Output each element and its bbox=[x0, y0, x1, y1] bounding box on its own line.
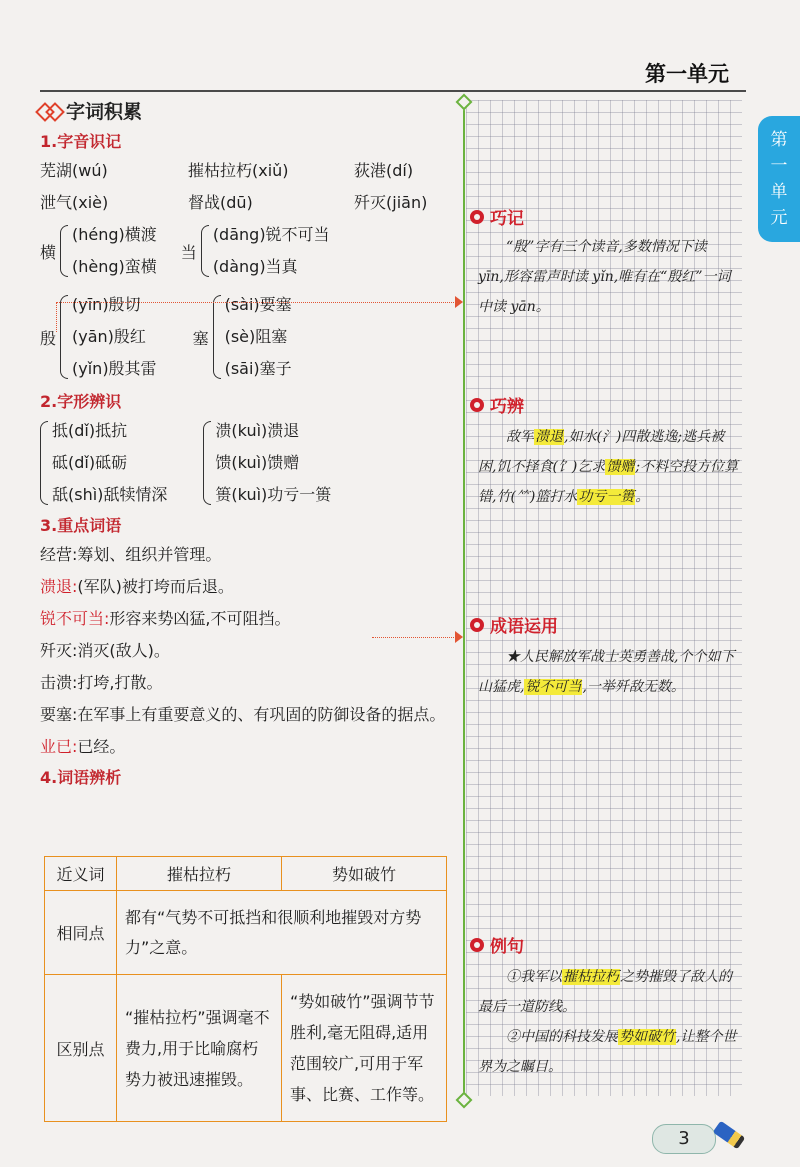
key-term: 业已: bbox=[40, 737, 78, 756]
pinyin-item: 摧枯拉朽(xiǔ) bbox=[188, 161, 289, 180]
note-heading-example bbox=[470, 932, 524, 957]
table-cell: “摧枯拉朽”强调毫不费力,用于比喻腐朽势力被迅速摧毁。 bbox=[117, 975, 282, 1122]
left-column bbox=[40, 95, 460, 791]
bulb-icon bbox=[470, 210, 484, 224]
polyphone-reading: (sāi)塞子 bbox=[224, 359, 292, 378]
example-sentence bbox=[478, 1022, 740, 1082]
polyphone-reading: (yǐn)殷其雷 bbox=[72, 359, 157, 378]
key-term-definition: 消灭(敌人)。 bbox=[77, 641, 170, 660]
note-title: 例句 bbox=[490, 937, 524, 957]
key-term-definition: 打垮,打散。 bbox=[77, 673, 163, 692]
note-text bbox=[478, 422, 740, 512]
bulb-icon bbox=[470, 618, 484, 632]
glyph-group-di bbox=[40, 415, 167, 511]
note-heading-mnemonic bbox=[470, 204, 524, 229]
note-text-part: ,如水(氵)四散逃逸;逃兵被困,饥不择食(饣)乞求 bbox=[478, 429, 725, 475]
subsection-title: 4.词语辨析 bbox=[40, 768, 122, 787]
brace bbox=[203, 421, 211, 505]
table-header-row bbox=[45, 857, 447, 891]
polyphone-sai bbox=[193, 289, 292, 385]
table-row bbox=[45, 891, 447, 975]
key-term: 锐不可当: bbox=[40, 609, 110, 628]
column-divider bbox=[463, 100, 465, 1100]
polyphone-char: 当 bbox=[180, 242, 197, 262]
glyph-item: 砥(dǐ)砥砺 bbox=[52, 453, 128, 472]
polyphone-yin bbox=[40, 289, 157, 385]
key-term: 击溃: bbox=[40, 673, 78, 692]
brace bbox=[60, 295, 68, 379]
glyph-group-kui bbox=[203, 415, 331, 511]
table-row bbox=[45, 975, 447, 1122]
brace bbox=[40, 421, 48, 505]
polyphone-reading: (héng)横渡 bbox=[72, 225, 157, 244]
key-terms-list bbox=[40, 539, 460, 763]
pinyin-row bbox=[40, 187, 460, 219]
glyph-item: 舐(shì)舐犊情深 bbox=[52, 485, 168, 504]
note-text-part: ,让整个世界为之瞩目。 bbox=[478, 1029, 737, 1075]
brace bbox=[60, 225, 68, 277]
table-header-cell: 近义词 bbox=[45, 857, 117, 891]
glyph-item: 馈(kuì)馈赠 bbox=[215, 453, 300, 472]
unit-title: 第一单元 bbox=[645, 61, 729, 86]
subsection-title: 1.字音识记 bbox=[40, 132, 122, 151]
header-rule bbox=[40, 90, 746, 92]
double-diamond-icon bbox=[40, 101, 58, 119]
polyphone-char: 殷 bbox=[40, 328, 57, 348]
highlight: 馈赠 bbox=[606, 459, 635, 475]
table-cell: 相同点 bbox=[45, 891, 117, 975]
note-title: 巧记 bbox=[490, 209, 524, 229]
example-sentence bbox=[478, 962, 740, 1022]
highlight: 势如破竹 bbox=[619, 1029, 675, 1045]
key-term-row bbox=[40, 635, 460, 667]
table-cell: “势如破竹”强调节节胜利,毫无阻碍,适用范围较广,可用于军事、比赛、工作等。 bbox=[282, 975, 447, 1122]
note-title: 成语运用 bbox=[490, 617, 558, 637]
key-term-row bbox=[40, 699, 460, 731]
highlight: 功亏一篑 bbox=[578, 489, 635, 505]
connector-line bbox=[56, 302, 57, 332]
polyphone-heng bbox=[40, 219, 157, 283]
connector-arrow bbox=[455, 296, 463, 308]
key-term-row bbox=[40, 667, 460, 699]
table-cell: 区别点 bbox=[45, 975, 117, 1122]
pinyin-item: 泄气(xiè) bbox=[40, 193, 109, 212]
highlight: 摧枯拉朽 bbox=[563, 969, 619, 985]
unit-side-tab[interactable] bbox=[758, 116, 800, 242]
polyphone-reading: (yīn)殷切 bbox=[72, 295, 141, 314]
glyph-item: 溃(kuì)溃退 bbox=[215, 421, 300, 440]
key-term: 溃退: bbox=[40, 577, 78, 596]
polyphone-group-2 bbox=[40, 289, 460, 385]
synonym-comparison-table bbox=[44, 856, 447, 1122]
key-term-row bbox=[40, 603, 460, 635]
bulb-icon bbox=[470, 398, 484, 412]
key-term: 经营: bbox=[40, 545, 78, 564]
highlight: 锐不可当 bbox=[525, 679, 582, 695]
note-heading-idiom-usage bbox=[470, 612, 558, 637]
note-text bbox=[478, 642, 740, 702]
polyphone-char: 塞 bbox=[192, 328, 209, 348]
pinyin-item: 荻港(dí) bbox=[354, 161, 414, 180]
key-term-row bbox=[40, 571, 460, 603]
polyphone-reading: (sài)要塞 bbox=[224, 295, 292, 314]
bulb-icon bbox=[470, 938, 484, 952]
key-term-definition: 形容来势凶猛,不可阻挡。 bbox=[109, 609, 291, 628]
polyphone-reading: (dāng)锐不可当 bbox=[212, 225, 330, 244]
note-text-part: ;不料空投方位算错,竹(⺮)篮打水 bbox=[478, 459, 739, 505]
side-tab-char: 单 bbox=[770, 182, 788, 202]
key-term-definition: 在军事上有重要意义的、有巩固的防御设备的据点。 bbox=[77, 705, 446, 724]
pinyin-item: 歼灭(jiān) bbox=[354, 193, 428, 212]
section-title: 字词积累 bbox=[66, 100, 143, 123]
highlight: 溃退 bbox=[535, 429, 563, 445]
key-term-definition: 筹划、组织并管理。 bbox=[77, 545, 222, 564]
side-tab-char: 第 bbox=[770, 130, 788, 150]
polyphone-reading: (hèng)蛮横 bbox=[72, 257, 157, 276]
key-term: 歼灭: bbox=[40, 641, 78, 660]
table-header-cell: 摧枯拉朽 bbox=[117, 857, 282, 891]
brace bbox=[213, 295, 221, 379]
polyphone-reading: (sè)阻塞 bbox=[224, 327, 288, 346]
polyphone-reading: (yān)殷红 bbox=[72, 327, 146, 346]
polyphone-char: 横 bbox=[40, 242, 57, 262]
glyph-item: 抵(dǐ)抵抗 bbox=[52, 421, 128, 440]
note-text-part: ,一举歼敌无数。 bbox=[582, 679, 685, 695]
glyph-item: 篑(kuì)功亏一篑 bbox=[215, 485, 332, 504]
key-term-definition: 已经。 bbox=[77, 737, 126, 756]
pinyin-item: 督战(dū) bbox=[188, 193, 253, 212]
connector-line bbox=[372, 637, 456, 638]
subsection-title: 3.重点词语 bbox=[40, 516, 122, 535]
pinyin-row bbox=[40, 155, 460, 187]
key-term-definition: (军队)被打垮而后退。 bbox=[77, 577, 234, 596]
connector-arrow bbox=[455, 631, 463, 643]
key-term: 要塞: bbox=[40, 705, 78, 724]
note-text: “殷”字有三个读音,多数情况下读 yīn,形容雷声时读 yǐn,唯有在“殷红”一词中读 yān。 bbox=[478, 239, 731, 315]
polyphone-dang bbox=[181, 219, 330, 283]
note-text-part: ★人民解放军战士英勇善战,个个如下山猛虎, bbox=[478, 649, 735, 695]
section-heading bbox=[40, 95, 460, 125]
subsection-title: 2.字形辨识 bbox=[40, 392, 122, 411]
note-text-part: ②中国的科技发展 bbox=[506, 1029, 618, 1045]
note-text-part: 。 bbox=[635, 489, 650, 505]
pinyin-item: 芜湖(wú) bbox=[40, 161, 108, 180]
pencil-icon bbox=[713, 1121, 746, 1150]
side-tab-char: 元 bbox=[770, 208, 788, 228]
polyphone-reading: (dàng)当真 bbox=[212, 257, 298, 276]
connector-line bbox=[56, 302, 456, 303]
side-tab-char: 一 bbox=[770, 156, 788, 176]
table-cell: 都有“气势不可抵挡和很顺利地摧毁对方势力”之意。 bbox=[117, 891, 447, 975]
key-term-row bbox=[40, 539, 460, 571]
note-text-part: 之势摧毁了敌人的最后一道防线。 bbox=[478, 969, 732, 1015]
page-number: 3 bbox=[652, 1124, 716, 1154]
table-header-cell: 势如破竹 bbox=[282, 857, 447, 891]
note-heading-distinguish bbox=[470, 392, 524, 417]
note-text-part: ①我军以 bbox=[506, 969, 562, 985]
brace bbox=[201, 225, 209, 277]
glyph-groups bbox=[40, 415, 460, 511]
polyphone-group-1 bbox=[40, 219, 460, 283]
note-title: 巧辨 bbox=[490, 397, 524, 417]
note-text-part: 敌军 bbox=[506, 429, 534, 445]
key-term-row bbox=[40, 731, 460, 763]
